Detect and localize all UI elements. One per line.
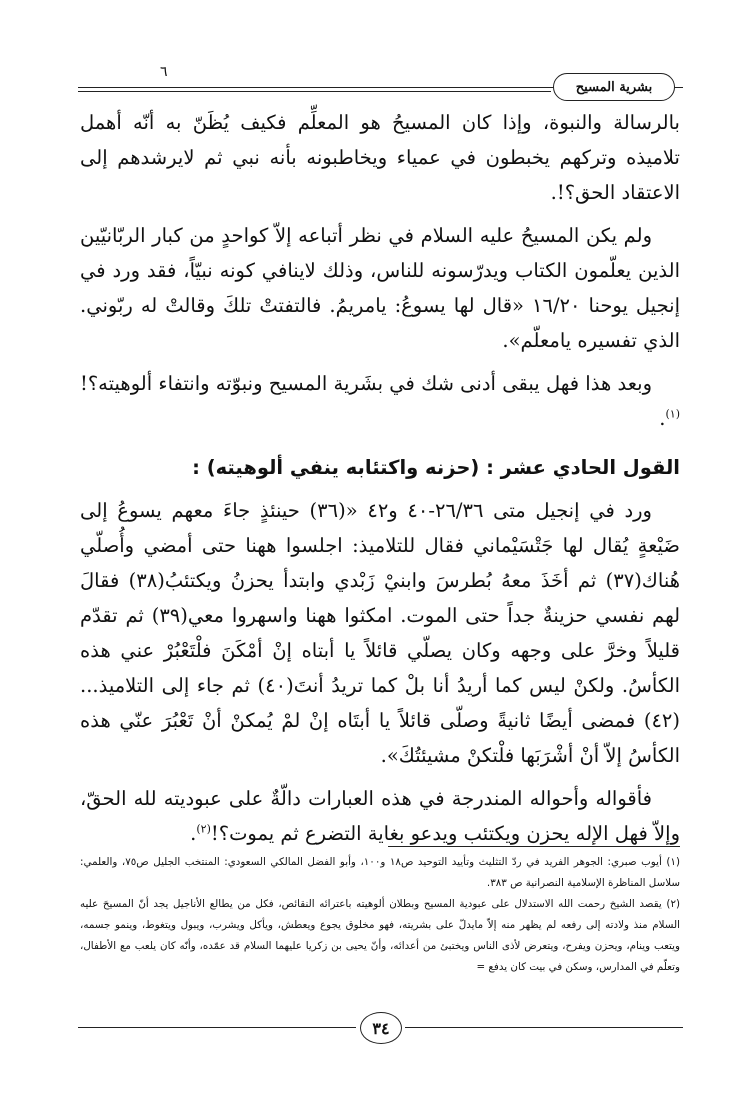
paragraph-5: فأقواله وأحواله المندرجة في هذه العبارات دالّةٌ على عبوديته لله الحقّ، وإلاّ فهل الإله يحزن ويكتئب ويدعو بغاية التضرع ثم يموت؟!$^{(٢)}$. [80, 787, 680, 845]
footnote-ref-2: (٢) [196, 822, 211, 836]
footnotes [80, 852, 680, 978]
footer-rule-right [405, 1027, 683, 1028]
footnote-2: (٢) يقصد الشيخ رحمت الله الاستدلال على عبودية المسيح وبطلان ألوهيته باعترائه النقائص، فكل من يطالع الأناجيل يجد أنّ المسيحَ عليه السلام منذ ولادته إلى رفعه لم يظهر منه إلاّ مايدلّ على بشريته، فهو مخلوق يجوع ويعطش، ويأكل ويشرب، ويبول ويتغوط، وينمو جسمه، ويتعب وينام، ويحزن ويفرح، ويتعرض لأذى الناس ويختبئ من أعدائه، وأنّ يحيى بن زكريا عليهما السلام قد عمّده، وأنّه كان يلعب مع الأطفال، وتعلّم في المدارس، وسكن في بيت كان يدفع = [80, 898, 680, 973]
footnote-ref-1: (١) [665, 407, 680, 421]
paragraph-3: وبعد هذا فهل يبقى أدنى شك في بشَرية المسيح ونبوّته وانتفاء ألوهيته؟!$^{(١)}$. [80, 372, 680, 430]
paragraph-4: ورد في إنجيل متى ٢٦/٣٦-٤٠ و٤٢ «(٣٦) حينئذٍ جاءَ معهم يسوعُ إلى ضَيْعةٍ يُقال لها جَتْسَيْماني فقال للتلاميذ: اجلسوا ههنا حتى أمضي وأُصلّي هُناك(٣٧) ثم أخَذَ معهُ بُطرسَ وابنيْ زَبْدي وابتدأ يحزنُ ويكتئبُ(٣٨) فقالَ لهم نفسي حزينةٌ جداً حتى الموت. امكثوا ههنا واسهروا معي(٣٩) ثم تقدّم قليلاً وخرَّ على وجهه وكان يصلّي قائلاً يا أبتاه إنْ أمْكَنَ فلْتَعْبُرْ عني هذه الكأسُ. ولكنْ ليس كما أريدُ أنا بلْ كما تريدُ أنتَ(٤٠) ثم جاء إلى التلاميذ...(٤٢) فمضى أيضًا ثانيةً وصلّى قائلاً يا أبتَاه إنْ لمْ يُمكنْ أنْ تَعْبُرَ عنّي هذه الكأسُ إلاّ أنْ أشْرَبَها فلْتكنْ مشيئتُكَ». [80, 499, 681, 767]
footnote-separator [388, 846, 680, 847]
running-title: بشرية المسيح [553, 73, 675, 101]
footnote-1: (١) أيوب صبري: الجوهر الفريد في ردّ التثليث وتأييد التوحيد ص١٨ و١٠٠، وأبو الفضل المالكي السعودي: المنتخب الجليل ص٧٥، والعلمي: سلاسل المناظرة الإسلامية النصرانية ص ٣٨٣. [80, 856, 680, 889]
paragraph-1: بالرسالة والنبوة، وإذا كان المسيحُ هو المعلِّم فكيف يُظَنّ به أنّه أهمل تلاميذه وتركهم يخبطون في عمياء ويخاطبونه بأنه نبي ثم لايرشدهم إلى الاعتقاد الحق؟!. [80, 111, 680, 204]
footer-rule-left [78, 1027, 356, 1028]
page-footer [78, 1012, 683, 1044]
header-rule-thin [78, 91, 551, 92]
paragraph-5-text: فأقواله وأحواله المندرجة في هذه العبارات دالّةٌ على عبوديته لله الحقّ، وإلاّ فهل الإله يحزن ويكتئب ويدعو بغاية التضرع ثم يموت؟! [80, 787, 680, 845]
main-text [80, 105, 680, 851]
paragraph-3-text: وبعد هذا فهل يبقى أدنى شك في بشَرية المسيح ونبوّته وانتفاء ألوهيته؟! [80, 372, 652, 395]
paragraph-2: ولم يكن المسيحُ عليه السلام في نظر أتباعه إلاّ كواحدٍ من كبار الربّانيّين الذين يعلّمون الكتاب ويدرّسونه للناس، وذلك لاينافي كونه نبيّاً، فقد ورد في إنجيل يوحنا ١٦/٢٠ «قال لها يسوعُ: يامريمُ. فالتفتتْ تلكَ وقالتْ له ربّوني. الذي تفسيره يامعلّم». [80, 224, 681, 352]
page-number: ٣٤ [360, 1012, 402, 1044]
header-mark: ٦ [160, 64, 168, 80]
section-heading: القول الحادي عشر : (حزنه واكتئابه ينفي ألوهيته) : [192, 456, 680, 479]
running-header [78, 64, 683, 100]
